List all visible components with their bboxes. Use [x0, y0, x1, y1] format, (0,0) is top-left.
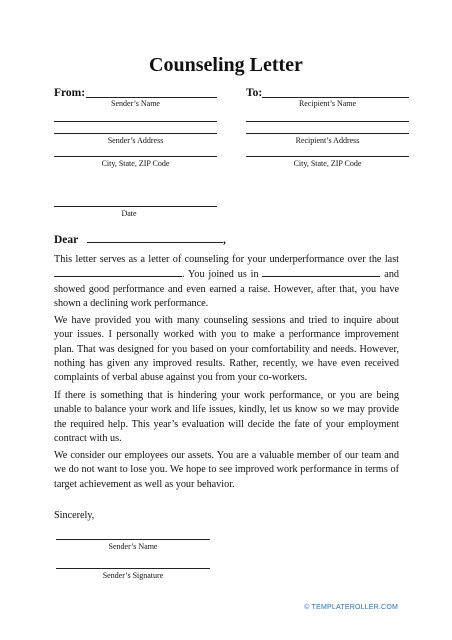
sender-city-caption: City, State, ZIP Code — [101, 159, 170, 168]
recipient-name-caption: Recipient’s Name — [298, 99, 357, 108]
sender-name-line[interactable] — [86, 97, 217, 98]
period-blank[interactable] — [54, 267, 182, 277]
copyright-icon: © — [304, 604, 310, 611]
signature-line[interactable] — [56, 568, 210, 569]
recipient-blank[interactable] — [87, 233, 223, 243]
p1-text-a: This letter serves as a letter of counseling for your underperformance over the last — [54, 254, 399, 265]
salutation-comma: , — [222, 234, 226, 246]
date-line[interactable] — [54, 206, 217, 207]
paragraph-4: We consider our employees our assets. You are a valuable member of our team and we do not want to lose you. We hope to see improved work performance in terms of target achievement as well as your behavior. — [54, 450, 399, 490]
page-title: Counseling Letter — [149, 54, 303, 76]
recipient-city-caption: City, State, ZIP Code — [293, 159, 362, 168]
p1-text-b: . You joined us in — [182, 269, 259, 281]
signature-caption: Sender’s Signature — [102, 571, 164, 580]
footer-brand-text: TEMPLATEROLLER.COM — [311, 604, 398, 611]
sender-name-caption: Sender’s Name — [111, 99, 160, 108]
recipient-name-line[interactable] — [262, 97, 409, 98]
paragraph-3: If there is something that is hindering your work performance, or you are being unable to balance your work and life issues, kindly, let us know so we may provide the required help. This year’s evaluation will decide the fate of your employment contract with us. — [54, 390, 399, 444]
p1-text-d: showed good performance and even earned a raise. However, after that, you have shown a declining work performance. — [54, 283, 399, 309]
to-label: To: — [246, 87, 263, 99]
recipient-address-line-1[interactable] — [246, 121, 409, 122]
paragraph-2: We have provided you with many counseling sessions and tried to inquire about your issues. I personally worked with you to make a performance improvement plan. That was designed for you based on your comfortability and needs. However, nothing has given any improved results. Rather, recently, we have even received complaints of verbal abuse against you from your co-workers. — [54, 315, 399, 384]
p1-text-c: and — [384, 269, 400, 281]
sender-address-line-2[interactable] — [54, 133, 217, 134]
salutation — [54, 233, 226, 246]
recipient-address-caption: Recipient’s Address — [295, 136, 360, 145]
footer-brand[interactable] — [304, 604, 398, 611]
sender-city-line[interactable] — [54, 156, 217, 157]
closing-sender-name-line[interactable] — [56, 539, 210, 540]
from-label: From: — [54, 87, 86, 99]
recipient-address-line-2[interactable] — [246, 133, 409, 134]
dear-label: Dear — [54, 234, 79, 246]
date-caption: Date — [121, 209, 137, 218]
sender-address-line-1[interactable] — [54, 121, 217, 122]
sincerely: Sincerely, — [54, 510, 95, 521]
paragraph-1 — [54, 253, 399, 311]
closing-sender-name-caption: Sender’s Name — [108, 542, 158, 551]
recipient-city-line[interactable] — [246, 156, 409, 157]
sender-address-caption: Sender’s Address — [107, 136, 164, 145]
join-date-blank[interactable] — [262, 267, 380, 277]
